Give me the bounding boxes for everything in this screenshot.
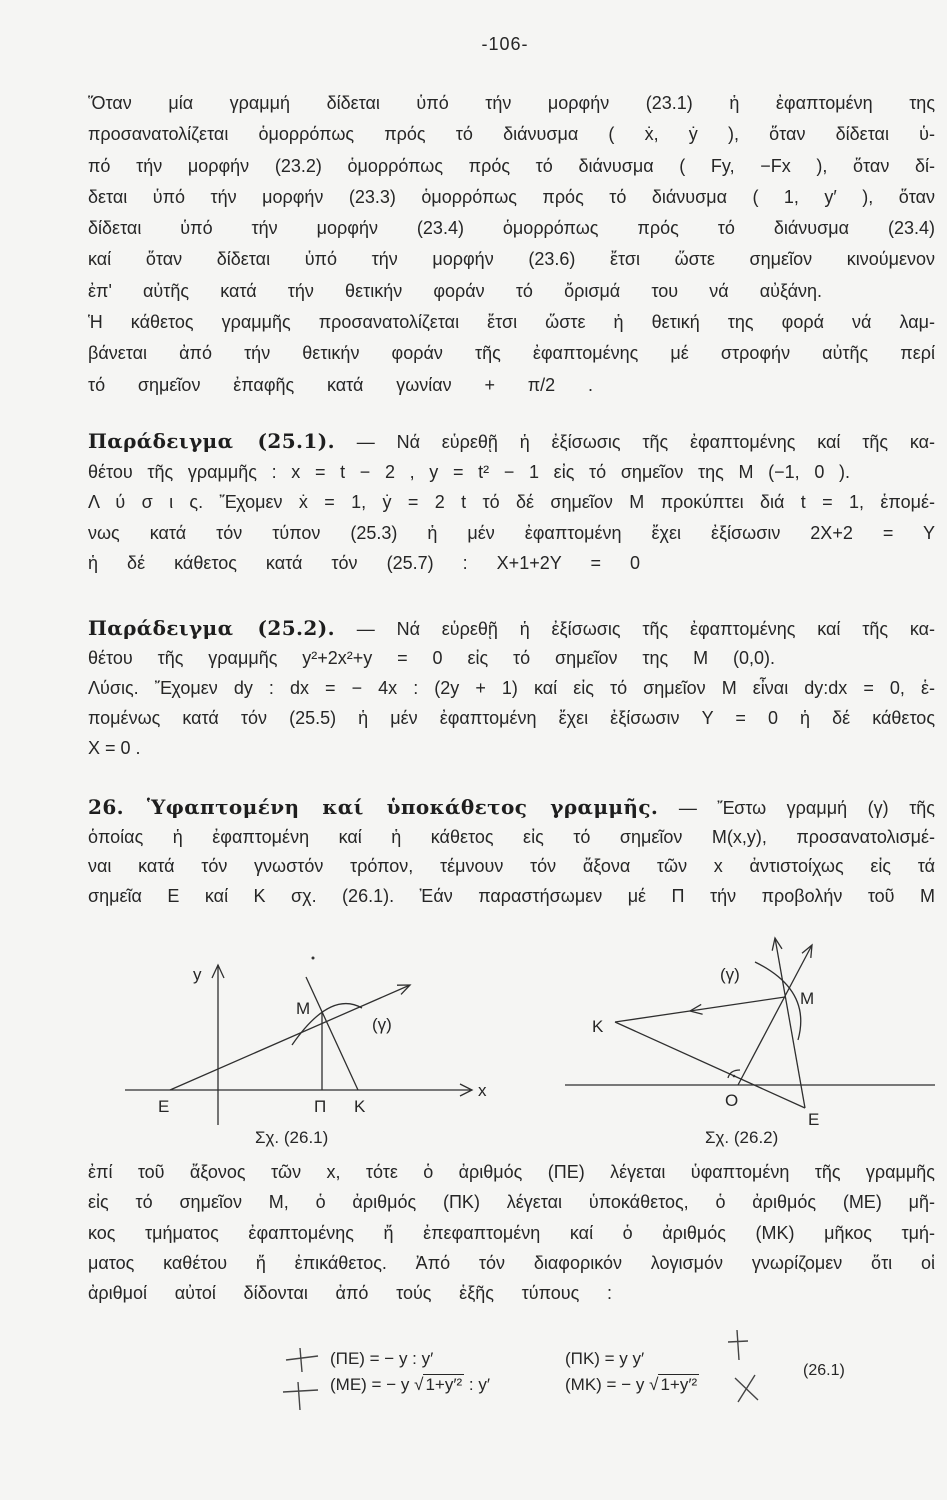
page-number: -106-	[481, 34, 529, 54]
text-line: ἡ δέ κάθετος κατά τόν (25.7) : X+1+2Y = 0	[88, 553, 640, 573]
point-m-label: M	[800, 989, 815, 1008]
k-e-line	[615, 1022, 805, 1108]
handwritten-cross	[283, 1390, 318, 1392]
x-axis-label: x	[478, 1081, 487, 1100]
text-line	[88, 793, 935, 823]
text-line: Ἡ κάθετος γραμμῆς προσανατολίζεται ἔτσι ὥστε ἡ θετική της φορά νά λαμ-	[88, 312, 935, 333]
formula-me-radicand: 1+y′²	[425, 1375, 463, 1394]
tangent-line	[170, 985, 410, 1090]
radical-sign: √	[649, 1375, 659, 1394]
curve-gamma-label: (γ)	[372, 1015, 392, 1034]
formula-number: (26.1)	[803, 1362, 845, 1379]
example-25-2	[88, 613, 935, 763]
text-line: σημεῖα E καί K σχ. (26.1). Ἐάν παραστήσωμεν μέ Π τήν προβολήν τοῦ M	[88, 885, 935, 906]
text-line: ματος καθέτου ἤ ἐπικάθετος. Ἀπό τόν διαφορικόν λογισμόν γνωρίζομεν ὅτι οἱ	[88, 1252, 935, 1273]
paragraph-tangent-orientation	[88, 88, 935, 401]
handwritten-cross	[300, 1348, 302, 1372]
formula-me-lhs: (ΜΕ) = − y	[330, 1375, 410, 1394]
text-line: τό σημεῖον ἐπαφῆς κατά γωνίαν + π/2 .	[88, 374, 593, 395]
formula-pe: (ΠΕ) = − y : y′	[330, 1349, 434, 1368]
text-line: προσανατολίζεται ὁμορρόπως πρός τό διάνυσμα ( ẋ, ẏ ), ὅταν δίδεται ὑ-	[88, 124, 935, 145]
text-line: ὁποίας ἡ ἐφαπτομένη καί ἡ κάθετος εἰς τό σημεῖον M(x,y), προσανατολισμέ-	[88, 826, 935, 847]
point-e-label: E	[808, 1110, 820, 1129]
text-line: X = 0 .	[88, 738, 141, 758]
text-line: πό τήν μορφήν (23.2) ὁμορρόπως πρός τό διάνυσμα ( Fy, −Fx ), ὅταν δί-	[88, 155, 935, 176]
handwritten-cross	[738, 1375, 755, 1402]
point-pi-label: Π	[314, 1097, 327, 1116]
point-o-label: O	[725, 1091, 739, 1110]
example-title: Παράδειγμα (25.2).	[88, 616, 335, 640]
right-angle-dot	[733, 1075, 736, 1078]
section-title: 26. Ὑφαπτομένη καί ὑποκάθετος γραμμῆς.	[88, 795, 659, 819]
text-line: ναι κατά τόν γνωστόν τρόπον, τέμνουν τόν ἄξονα τῶν x ἀντιστοίχως εἰς τά	[88, 856, 935, 876]
point-k-label: K	[592, 1017, 604, 1036]
text-line: θέτου τῆς γραμμῆς : x = t − 2 , y = t² − 1 εἰς τό σημεῖον της M (−1, 0 ).	[88, 461, 850, 482]
handwritten-cross	[298, 1382, 300, 1410]
text-span: — Ἔστω γραμμή (γ) τῆς	[678, 798, 935, 818]
handwritten-cross	[286, 1356, 318, 1360]
text-line	[88, 613, 935, 643]
formula-pk: (ΠΚ) = y y′	[565, 1349, 645, 1368]
text-line: δίδεται ὑπό τήν μορφήν (23.4) ὁμορρόπως πρός τό διάνυσμα (23.4)	[88, 218, 935, 239]
paragraph-subtangent-definitions	[88, 1157, 935, 1308]
radius-arrowhead	[802, 945, 812, 958]
text-line: κος τμήματος ἐφαπτομένης ἤ ἐπεφαπτομένη καί ὁ ἀριθμός (ΜΚ) μῆκος τμή-	[88, 1222, 935, 1243]
example-25-1	[88, 426, 935, 579]
normal-line	[306, 977, 358, 1090]
text-line: Ὅταν μία γραμμή δίδεται ὑπό τήν μορφήν (23.1) ἡ ἐφαπτομένη της	[88, 93, 935, 113]
text-line: ἀριθμοί αὐτοί δίδονται ἀπό τούς ἑξῆς τύπους :	[88, 1283, 612, 1304]
text-line: καί ὅταν δίδεται ὑπό τήν μορφήν (23.6) ἔτσι ὥστε σημεῖον κινούμενον	[88, 249, 935, 270]
figure-26-2-caption: Σχ. (26.2)	[705, 1128, 779, 1147]
handwritten-marks	[280, 1325, 770, 1415]
point-k-label: K	[354, 1097, 366, 1116]
text-span: — Νά εὑρεθῇ ἡ ἐξίσωσις τῆς ἐφαπτομένης καί τῆς κα-	[356, 432, 935, 452]
point-e-label: E	[158, 1097, 170, 1116]
text-line: δεται ὑπό τήν μορφήν (23.3) ὁμορρόπως πρός τό διάνυσμα ( 1, y′ ), ὅταν	[88, 186, 935, 207]
text-line: ἐπ' αὐτῆς κατά τήν θετικήν φοράν τό ὄρισμά του νά αὐξάνη.	[88, 280, 822, 301]
text-line: βάνεται ἀπό τήν θετικήν φοράν τῆς ἐφαπτομένης μέ στροφήν αὐτῆς περί	[88, 343, 935, 364]
handwritten-cross	[728, 1341, 748, 1342]
text-line: Λ ύ σ ι ς. Ἔχομεν ẋ = 1, ẏ = 2 t τό δέ σημεῖον M προκύπτει διά t = 1, ἑπομέ-	[88, 492, 935, 512]
point-m-label: M	[296, 999, 311, 1018]
text-line: θέτου τῆς γραμμῆς y²+2x²+y = 0 εἰς τό σημεῖον της M (0,0).	[88, 648, 775, 668]
formula-mk-lhs: (ΜΚ) = − y	[565, 1375, 645, 1394]
y-axis-label: y	[193, 965, 202, 984]
figure-26-1	[100, 930, 520, 1130]
figure-26-2	[550, 920, 947, 1135]
example-title: Παράδειγμα (25.1).	[88, 429, 335, 453]
text-line: νως κατά τόν τύπον (25.3) ἡ μέν ἐφαπτομένη ἔχει ἐξίσωσιν 2X+2 = Y	[88, 522, 935, 543]
curve-gamma-label: (γ)	[720, 965, 740, 984]
normal-line	[615, 997, 785, 1022]
radical-sign: √	[414, 1375, 424, 1394]
text-span: — Νά εὑρεθῇ ἡ ἐξίσωσις τῆς ἐφαπτομένης καί τῆς κα-	[356, 619, 935, 639]
handwritten-cross	[737, 1330, 739, 1360]
text-line: πομένως κατά τόν (25.5) ἡ μέν ἐφαπτομένη ἔχει ἐξίσωσιν Y = 0 ἡ δέ κάθετος	[88, 708, 935, 728]
pen-dot	[312, 957, 315, 960]
text-line: Λύσις. Ἔχομεν dy : dx = − 4x : (2y + 1) καί εἰς τό σημεῖον M εἶναι dy:dx = 0, ἑ-	[88, 678, 935, 698]
formula-me-tail: : y′	[468, 1375, 491, 1394]
formula-mk-radicand: 1+y′²	[660, 1375, 698, 1394]
figure-26-1-caption: Σχ. (26.1)	[255, 1128, 329, 1147]
text-line	[88, 426, 935, 457]
text-line: ἐπί τοῦ ἄξονος τῶν x, τότε ὁ ἀριθμός (ΠΕ) λέγεται ὑφαπτομένη τῆς γραμμῆς	[88, 1162, 935, 1182]
text-line: εἰς τό σημεῖον M, ὁ ἀριθμός (ΠΚ) λέγεται ὑποκάθετος, ὁ ἀριθμός (ΜΕ) μῆ-	[88, 1192, 935, 1213]
section-26	[88, 793, 935, 911]
